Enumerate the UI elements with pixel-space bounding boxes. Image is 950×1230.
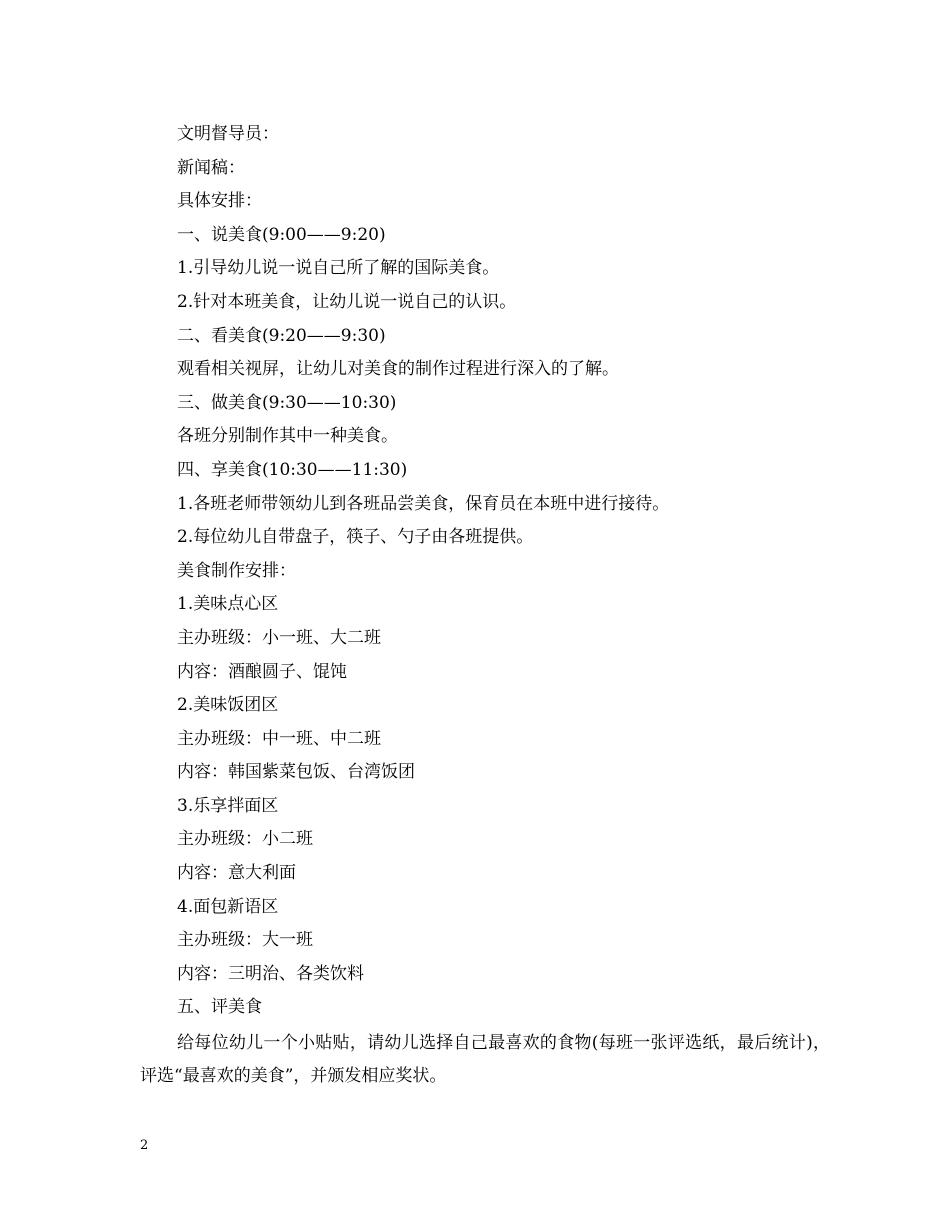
text-line: 美食制作安排： (177, 560, 296, 581)
text-line: 新闻稿： (177, 157, 245, 178)
text-line: 内容：意大利面 (177, 863, 296, 884)
text-line: 主办班级：中一班、中二班 (177, 728, 381, 749)
text-line: 文明督导员： (177, 124, 279, 144)
text-line: 2.美味饭团区 (177, 695, 279, 716)
text-line: 内容：三明治、各类饮料 (177, 963, 364, 984)
text-line: 主办班级：小二班 (177, 829, 313, 850)
text-line: 1.各班老师带领幼儿到各班品尝美食，保育员在本班中进行接待。 (177, 493, 670, 514)
text-line: 1.美味点心区 (177, 594, 279, 615)
page-number: 2 (140, 1138, 149, 1153)
section-heading: 四、享美食(10:30——11:30) (177, 459, 408, 480)
section-heading: 二、看美食(9:20——9:30) (177, 325, 386, 346)
document-body (140, 118, 830, 1093)
text-line: 内容：酒酿圆子、馄饨 (177, 661, 347, 682)
text-line: 主办班级：小一班、大二班 (177, 627, 381, 648)
final-paragraph: 给每位幼儿一个小贴贴，请幼儿选择自己最喜欢的食物(每班一张评选纸，最后统计)，评选“最喜欢的美食”，并颁发相应奖状。 (140, 1033, 830, 1087)
text-line: 4.面包新语区 (177, 896, 279, 917)
text-line: 各班分别制作其中一种美食。 (177, 426, 398, 447)
text-line: 1.引导幼儿说一说自己所了解的国际美食。 (177, 258, 500, 279)
section-heading: 三、做美食(9:30——10:30) (177, 392, 397, 413)
section-heading: 五、评美食 (177, 997, 262, 1018)
section-heading: 一、说美食(9:00——9:20) (177, 224, 386, 245)
text-line: 2.针对本班美食，让幼儿说一说自己的认识。 (177, 291, 517, 312)
text-line: 具体安排： (177, 191, 262, 212)
text-line: 主办班级：大一班 (177, 930, 313, 951)
text-line: 观看相关视屏，让幼儿对美食的制作过程进行深入的了解。 (177, 359, 619, 380)
text-line: 内容：韩国紫菜包饭、台湾饭团 (177, 762, 415, 783)
text-line: 3.乐享拌面区 (177, 795, 279, 816)
text-line: 2.每位幼儿自带盘子，筷子、勺子由各班提供。 (177, 527, 534, 548)
